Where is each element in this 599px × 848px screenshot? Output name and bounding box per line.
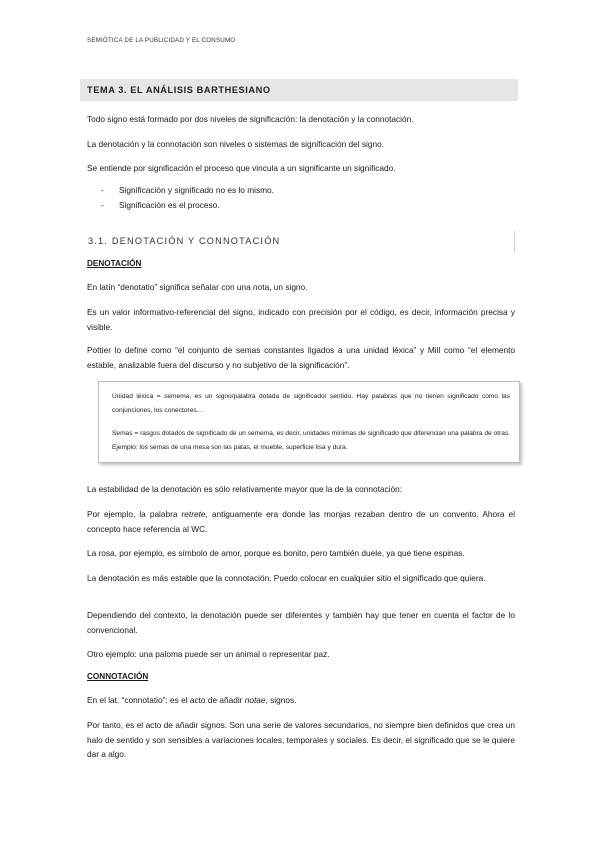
intro-paragraph-2: La denotación y la connotación son niveles o sistemas de significación del signo. <box>87 139 385 149</box>
denotacion-paragraph-1: En latín “denotatio” significa señalar con una nota, un signo. <box>87 282 308 292</box>
section-heading: 3.1. DENOTACIÓN Y CONNOTACIÓN <box>88 236 281 246</box>
bullet-text: Significación y significado no es lo mismo. <box>119 185 274 195</box>
definition-unidad-lexica: Unidad léxica = semema, es un signo/palabra dotada de significado/ sentido. Hay palabras que no tienen significado como las conjunciones, los conectores… <box>112 393 510 414</box>
denotacion-heading: DENOTACIÓN <box>87 259 142 268</box>
bullet-text: Significación es el proceso. <box>119 200 220 210</box>
connotacion-paragraph-1: En el lat. “connotatio”: es el acto de añadir notae, signos. <box>87 695 297 705</box>
intro-paragraph-3: Se entiende por significación el proceso que vincula a un significante un significado. <box>87 163 396 173</box>
italic-word: retrete <box>181 509 206 519</box>
intro-paragraph-1: Todo signo está formado por dos niveles de significación: la denotación y la connotación. <box>87 114 414 124</box>
section-heading-box <box>80 231 515 253</box>
running-header: SEMIÓTICA DE LA PUBLICIDAD Y EL CONSUMO <box>87 37 236 44</box>
definition-semas: Semas = rasgos dotados de significado de un semema, es decir, unidades mínimas de significado que diferencian una palabra de otras. Ejemplo: los semas de una mesa son las patas, el mueble, superficie lisa y dura. <box>112 430 510 451</box>
denotacion-paragraph-2: Es un valor informativo-referencial del signo, indicado con precisión por el código, es decir, información precisa y visible. <box>87 307 515 332</box>
bullet-item: - Significación y significado no es lo mismo. <box>101 185 274 195</box>
stability-paragraph-1: La estabilidad de la denotación es sólo relativamente mayor que la de la connotación: <box>87 484 403 494</box>
stability-paragraph-2: Por ejemplo, la palabra retrete, antiguamente era donde las monjas rezaban dentro de un convento. Ahora el concepto hace referencia al WC. <box>87 509 515 534</box>
connotacion-paragraph-2: Por tanto, es el acto de añadir signos. Son una serie de valores secundarios, no siempre bien definidos que crea un halo de sentido y son sensibles a variaciones locales, temporales y sociales. Es decir, el significado que se le quiere dar a algo. <box>87 720 515 760</box>
denotacion-paragraph-3: Pottier lo define como “el conjunto de semas constantes ligados a una unidad léxica” y Mill como “el elemento estable, analizable fuera del discurso y no subjetivo de la significación”. <box>87 345 515 370</box>
chapter-title: TEMA 3. EL ANÁLISIS BARTHESIANO <box>87 85 271 95</box>
italic-word: notae <box>244 695 266 705</box>
stability-paragraph-5: Dependiendo del contexto, la denotación puede ser diferentes y también hay que tener en cuenta el factor de lo convencional. <box>87 610 515 635</box>
bullet-item: - Significación es el proceso. <box>101 200 220 210</box>
chapter-title-bar <box>80 79 518 101</box>
definition-box <box>98 381 520 463</box>
connotacion-heading: CONNOTACIÓN <box>87 672 149 681</box>
stability-paragraph-3: La rosa, por ejemplo, es símbolo de amor, porque es bonito, pero también duele, ya que tiene espinas. <box>87 548 465 558</box>
stability-paragraph-4: La denotación es más estable que la connotación. Puedo colocar en cualquier sitio el significado que quiera. <box>87 573 486 583</box>
stability-paragraph-6: Otro ejemplo: una paloma puede ser un animal o representar paz. <box>87 649 330 659</box>
